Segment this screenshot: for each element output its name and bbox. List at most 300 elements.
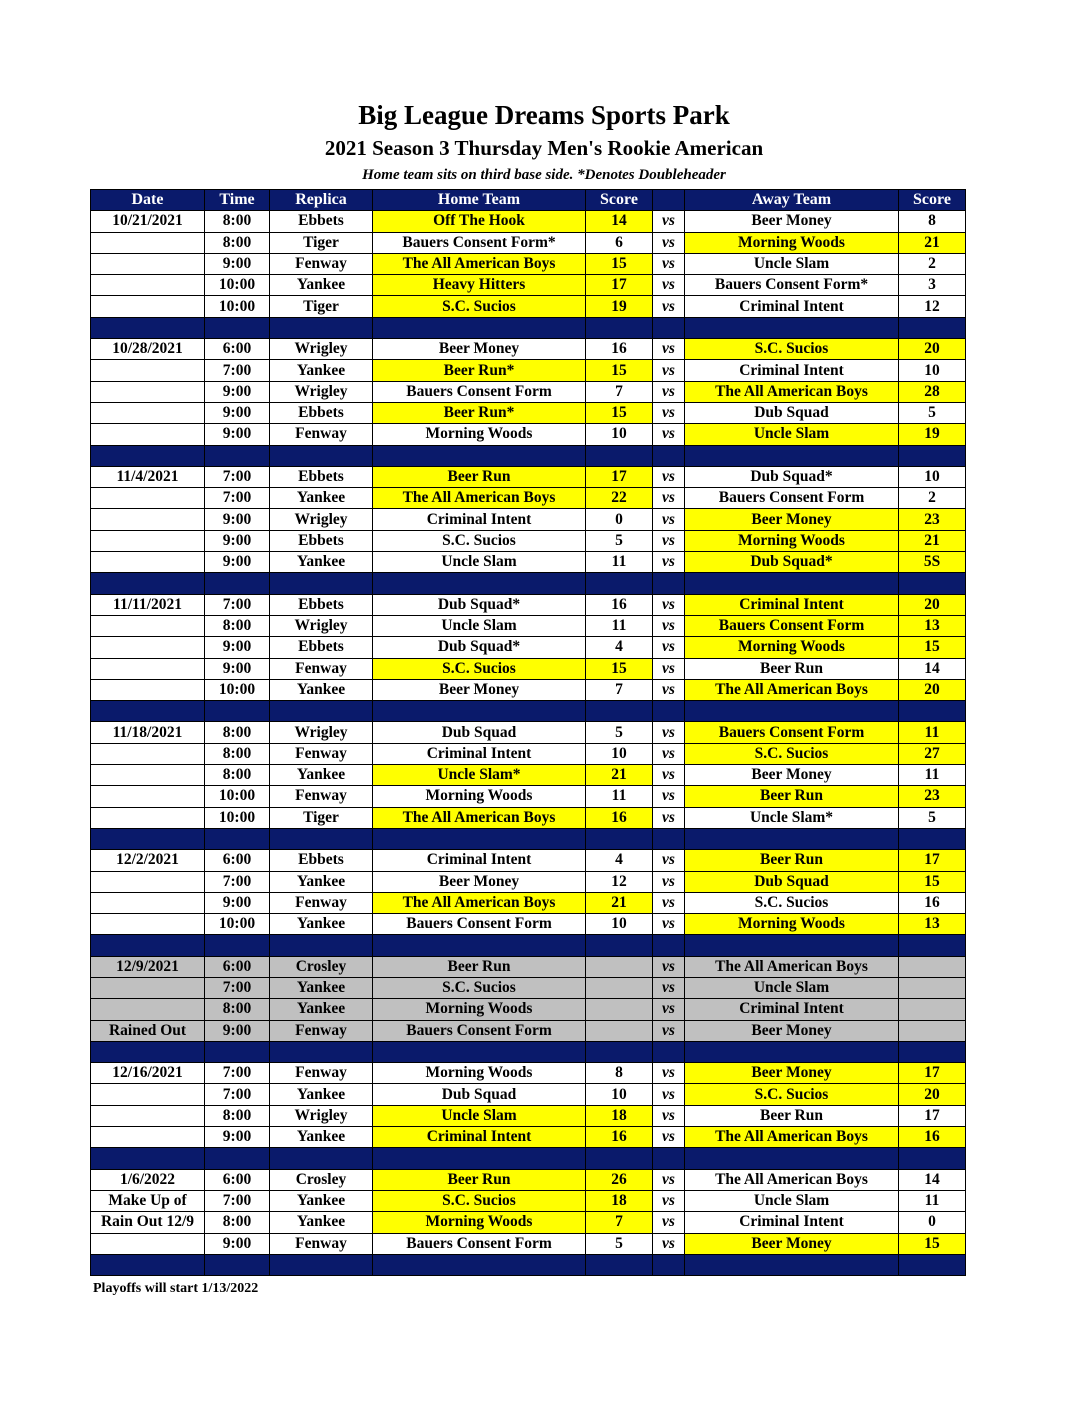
away-score-cell: 28	[899, 381, 966, 402]
separator-cell	[91, 1148, 205, 1169]
date-cell	[91, 765, 205, 786]
replica-cell: Yankee	[270, 765, 373, 786]
table-row	[91, 722, 966, 743]
table-row	[91, 275, 966, 296]
date-cell: 11/18/2021	[91, 722, 205, 743]
away-team-cell: Beer Money	[685, 1233, 899, 1254]
away-score-cell: 11	[899, 765, 966, 786]
time-cell: 9:00	[205, 892, 270, 913]
date-cell	[91, 999, 205, 1020]
table-row	[91, 381, 966, 402]
separator-cell	[586, 828, 653, 849]
date-cell: 11/4/2021	[91, 466, 205, 487]
away-team-cell: Bauers Consent Form	[685, 722, 899, 743]
home-score-cell: 21	[586, 765, 653, 786]
replica-cell: Yankee	[270, 679, 373, 700]
home-team-cell: Beer Run	[373, 956, 586, 977]
vs-cell: vs	[653, 679, 685, 700]
separator-cell	[586, 445, 653, 466]
home-score-cell: 15	[586, 253, 653, 274]
replica-cell: Fenway	[270, 892, 373, 913]
vs-cell: vs	[653, 552, 685, 573]
col-away-score-header: Score	[899, 190, 966, 211]
home-score-cell: 10	[586, 914, 653, 935]
date-cell	[91, 381, 205, 402]
table-row	[91, 1190, 966, 1211]
home-team-cell: Off The Hook	[373, 211, 586, 232]
time-cell: 9:00	[205, 1127, 270, 1148]
vs-cell: vs	[653, 637, 685, 658]
home-score-cell: 15	[586, 402, 653, 423]
home-score-cell: 11	[586, 786, 653, 807]
vs-cell: vs	[653, 850, 685, 871]
replica-cell: Wrigley	[270, 339, 373, 360]
table-row	[91, 977, 966, 998]
time-cell: 7:00	[205, 594, 270, 615]
time-cell: 7:00	[205, 1084, 270, 1105]
separator-cell	[899, 828, 966, 849]
date-cell	[91, 296, 205, 317]
col-vs-header	[653, 190, 685, 211]
replica-cell: Fenway	[270, 743, 373, 764]
time-cell: 9:00	[205, 658, 270, 679]
date-cell	[91, 786, 205, 807]
date-cell	[91, 488, 205, 509]
home-score-cell: 26	[586, 1169, 653, 1190]
date-cell	[91, 615, 205, 636]
time-cell: 10:00	[205, 275, 270, 296]
date-cell	[91, 360, 205, 381]
home-team-cell: Uncle Slam	[373, 615, 586, 636]
table-row	[91, 339, 966, 360]
home-team-cell: Beer Money	[373, 871, 586, 892]
away-score-cell: 8	[899, 211, 966, 232]
separator-cell	[270, 1254, 373, 1275]
away-team-cell: Uncle Slam	[685, 977, 899, 998]
date-cell: Make Up of	[91, 1190, 205, 1211]
separator-cell	[205, 573, 270, 594]
time-cell: 9:00	[205, 381, 270, 402]
time-cell: 10:00	[205, 914, 270, 935]
table-row	[91, 296, 966, 317]
table-row	[91, 615, 966, 636]
separator-cell	[685, 1148, 899, 1169]
separator-cell	[373, 573, 586, 594]
vs-cell: vs	[653, 466, 685, 487]
separator-cell	[685, 828, 899, 849]
separator-cell	[91, 573, 205, 594]
away-team-cell: Morning Woods	[685, 530, 899, 551]
table-row	[91, 488, 966, 509]
away-score-cell: 5	[899, 402, 966, 423]
vs-cell: vs	[653, 232, 685, 253]
away-score-cell: 23	[899, 509, 966, 530]
page-title: Big League Dreams Sports Park	[358, 100, 730, 130]
date-cell	[91, 232, 205, 253]
time-cell: 10:00	[205, 786, 270, 807]
away-score-cell: 21	[899, 232, 966, 253]
week-separator	[91, 1148, 966, 1169]
table-row	[91, 956, 966, 977]
date-cell	[91, 509, 205, 530]
away-team-cell: Beer Money	[685, 211, 899, 232]
home-team-cell: Bauers Consent Form	[373, 914, 586, 935]
home-score-cell: 4	[586, 850, 653, 871]
date-cell	[91, 892, 205, 913]
date-cell	[91, 871, 205, 892]
home-team-cell: Criminal Intent	[373, 850, 586, 871]
date-cell	[91, 275, 205, 296]
separator-cell	[653, 317, 685, 338]
replica-cell: Wrigley	[270, 615, 373, 636]
away-score-cell: 13	[899, 914, 966, 935]
away-team-cell: The All American Boys	[685, 381, 899, 402]
table-row	[91, 1212, 966, 1233]
time-cell: 9:00	[205, 1020, 270, 1041]
schedule-table	[90, 189, 966, 1276]
home-team-cell: Morning Woods	[373, 1063, 586, 1084]
home-team-cell: S.C. Sucios	[373, 530, 586, 551]
separator-cell	[373, 1041, 586, 1062]
separator-cell	[586, 1148, 653, 1169]
home-score-cell	[586, 1020, 653, 1041]
table-row	[91, 1020, 966, 1041]
replica-cell: Ebbets	[270, 637, 373, 658]
vs-cell: vs	[653, 658, 685, 679]
home-team-cell: Bauers Consent Form	[373, 381, 586, 402]
away-team-cell: S.C. Sucios	[685, 339, 899, 360]
table-row	[91, 424, 966, 445]
replica-cell: Wrigley	[270, 381, 373, 402]
away-score-cell: 17	[899, 850, 966, 871]
replica-cell: Fenway	[270, 786, 373, 807]
replica-cell: Yankee	[270, 1190, 373, 1211]
home-team-cell: Criminal Intent	[373, 1127, 586, 1148]
time-cell: 8:00	[205, 1212, 270, 1233]
away-team-cell: Criminal Intent	[685, 296, 899, 317]
home-score-cell	[586, 999, 653, 1020]
home-team-cell: Beer Run*	[373, 402, 586, 423]
date-cell	[91, 807, 205, 828]
replica-cell: Ebbets	[270, 402, 373, 423]
vs-cell: vs	[653, 360, 685, 381]
separator-cell	[653, 935, 685, 956]
vs-cell: vs	[653, 1169, 685, 1190]
home-team-cell: Beer Money	[373, 339, 586, 360]
page-subtitle: 2021 Season 3 Thursday Men's Rookie American	[324, 136, 764, 160]
vs-cell: vs	[653, 914, 685, 935]
vs-cell: vs	[653, 743, 685, 764]
table-row	[91, 360, 966, 381]
home-score-cell: 7	[586, 1212, 653, 1233]
vs-cell: vs	[653, 424, 685, 445]
home-team-cell: Morning Woods	[373, 424, 586, 445]
home-score-cell: 21	[586, 892, 653, 913]
table-row	[91, 594, 966, 615]
table-row	[91, 765, 966, 786]
away-score-cell	[899, 1020, 966, 1041]
away-score-cell: 12	[899, 296, 966, 317]
away-team-cell: Bauers Consent Form	[685, 615, 899, 636]
time-cell: 9:00	[205, 530, 270, 551]
away-score-cell: 20	[899, 1084, 966, 1105]
footer-note: Playoffs will start 1/13/2022	[93, 1281, 259, 1296]
home-team-cell: The All American Boys	[373, 892, 586, 913]
time-cell: 8:00	[205, 1105, 270, 1126]
away-team-cell: Criminal Intent	[685, 594, 899, 615]
away-score-cell: 19	[899, 424, 966, 445]
time-cell: 8:00	[205, 999, 270, 1020]
time-cell: 9:00	[205, 253, 270, 274]
separator-cell	[899, 317, 966, 338]
week-separator	[91, 828, 966, 849]
home-team-cell: Bauers Consent Form	[373, 1020, 586, 1041]
vs-cell: vs	[653, 381, 685, 402]
away-team-cell: Bauers Consent Form	[685, 488, 899, 509]
col-home-score-header: Score	[586, 190, 653, 211]
time-cell: 7:00	[205, 1063, 270, 1084]
away-team-cell: Beer Money	[685, 509, 899, 530]
week-separator	[91, 701, 966, 722]
home-score-cell: 16	[586, 807, 653, 828]
home-score-cell: 5	[586, 530, 653, 551]
date-cell	[91, 637, 205, 658]
home-team-cell: Beer Run	[373, 1169, 586, 1190]
replica-cell: Tiger	[270, 296, 373, 317]
replica-cell: Yankee	[270, 275, 373, 296]
date-cell	[91, 743, 205, 764]
time-cell: 9:00	[205, 552, 270, 573]
replica-cell: Yankee	[270, 1084, 373, 1105]
home-team-cell: Heavy Hitters	[373, 275, 586, 296]
separator-cell	[586, 317, 653, 338]
vs-cell: vs	[653, 1020, 685, 1041]
vs-cell: vs	[653, 275, 685, 296]
replica-cell: Crosley	[270, 1169, 373, 1190]
home-team-cell: Dub Squad	[373, 1084, 586, 1105]
home-team-cell: The All American Boys	[373, 807, 586, 828]
vs-cell: vs	[653, 786, 685, 807]
vs-cell: vs	[653, 892, 685, 913]
separator-cell	[373, 935, 586, 956]
replica-cell: Wrigley	[270, 509, 373, 530]
date-cell	[91, 977, 205, 998]
away-team-cell: The All American Boys	[685, 1169, 899, 1190]
week-separator	[91, 1041, 966, 1062]
table-row	[91, 637, 966, 658]
separator-cell	[205, 701, 270, 722]
col-replica-header: Replica	[270, 190, 373, 211]
away-team-cell: The All American Boys	[685, 956, 899, 977]
separator-cell	[899, 1148, 966, 1169]
away-score-cell: 20	[899, 339, 966, 360]
replica-cell: Wrigley	[270, 722, 373, 743]
away-team-cell: Dub Squad	[685, 871, 899, 892]
away-score-cell: 20	[899, 594, 966, 615]
away-score-cell: 5S	[899, 552, 966, 573]
separator-cell	[270, 828, 373, 849]
separator-cell	[91, 1254, 205, 1275]
away-score-cell: 16	[899, 1127, 966, 1148]
table-row	[91, 743, 966, 764]
replica-cell: Ebbets	[270, 466, 373, 487]
separator-cell	[205, 828, 270, 849]
replica-cell: Ebbets	[270, 211, 373, 232]
replica-cell: Fenway	[270, 1020, 373, 1041]
col-away-team-header: Away Team	[685, 190, 899, 211]
separator-cell	[270, 445, 373, 466]
away-team-cell: Beer Run	[685, 1105, 899, 1126]
vs-cell: vs	[653, 253, 685, 274]
replica-cell: Yankee	[270, 871, 373, 892]
table-row	[91, 1169, 966, 1190]
home-team-cell: Beer Money	[373, 679, 586, 700]
away-team-cell: Uncle Slam	[685, 1190, 899, 1211]
home-team-cell: Uncle Slam	[373, 1105, 586, 1126]
home-team-cell: Criminal Intent	[373, 509, 586, 530]
vs-cell: vs	[653, 1105, 685, 1126]
separator-cell	[270, 701, 373, 722]
week-separator	[91, 573, 966, 594]
away-team-cell: Dub Squad*	[685, 552, 899, 573]
separator-cell	[685, 573, 899, 594]
replica-cell: Yankee	[270, 977, 373, 998]
time-cell: 8:00	[205, 615, 270, 636]
date-cell	[91, 914, 205, 935]
vs-cell: vs	[653, 807, 685, 828]
away-team-cell: S.C. Sucios	[685, 1084, 899, 1105]
separator-cell	[91, 701, 205, 722]
separator-cell	[685, 1041, 899, 1062]
away-score-cell: 0	[899, 1212, 966, 1233]
separator-cell	[685, 935, 899, 956]
time-cell: 9:00	[205, 637, 270, 658]
home-score-cell: 11	[586, 552, 653, 573]
time-cell: 10:00	[205, 679, 270, 700]
table-row	[91, 1233, 966, 1254]
replica-cell: Ebbets	[270, 530, 373, 551]
home-team-cell: The All American Boys	[373, 253, 586, 274]
away-team-cell: Dub Squad*	[685, 466, 899, 487]
table-header-row	[91, 190, 966, 211]
date-cell	[91, 1105, 205, 1126]
separator-cell	[899, 1041, 966, 1062]
vs-cell: vs	[653, 765, 685, 786]
home-team-cell: Morning Woods	[373, 1212, 586, 1233]
date-cell	[91, 253, 205, 274]
col-time-header: Time	[205, 190, 270, 211]
away-score-cell: 11	[899, 722, 966, 743]
home-team-cell: S.C. Sucios	[373, 658, 586, 679]
away-team-cell: Criminal Intent	[685, 999, 899, 1020]
separator-cell	[205, 1254, 270, 1275]
date-cell: 10/28/2021	[91, 339, 205, 360]
separator-cell	[373, 317, 586, 338]
away-score-cell: 17	[899, 1105, 966, 1126]
replica-cell: Fenway	[270, 1233, 373, 1254]
home-team-cell: S.C. Sucios	[373, 1190, 586, 1211]
replica-cell: Ebbets	[270, 850, 373, 871]
time-cell: 8:00	[205, 765, 270, 786]
separator-cell	[586, 1041, 653, 1062]
replica-cell: Yankee	[270, 1127, 373, 1148]
separator-cell	[373, 1148, 586, 1169]
away-score-cell: 14	[899, 1169, 966, 1190]
home-score-cell: 15	[586, 658, 653, 679]
vs-cell: vs	[653, 1063, 685, 1084]
separator-cell	[685, 701, 899, 722]
home-score-cell: 16	[586, 594, 653, 615]
vs-cell: vs	[653, 999, 685, 1020]
home-score-cell: 8	[586, 1063, 653, 1084]
table-row	[91, 850, 966, 871]
date-cell	[91, 679, 205, 700]
date-cell	[91, 530, 205, 551]
replica-cell: Yankee	[270, 914, 373, 935]
home-score-cell: 12	[586, 871, 653, 892]
replica-cell: Crosley	[270, 956, 373, 977]
replica-cell: Tiger	[270, 232, 373, 253]
home-team-cell: Bauers Consent Form	[373, 1233, 586, 1254]
separator-cell	[205, 1041, 270, 1062]
home-team-cell: Dub Squad*	[373, 594, 586, 615]
table-row	[91, 914, 966, 935]
date-cell	[91, 1084, 205, 1105]
separator-cell	[91, 828, 205, 849]
table-row	[91, 232, 966, 253]
home-score-cell: 17	[586, 466, 653, 487]
away-score-cell: 15	[899, 871, 966, 892]
vs-cell: vs	[653, 296, 685, 317]
separator-cell	[653, 828, 685, 849]
date-cell: Rained Out	[91, 1020, 205, 1041]
away-score-cell: 10	[899, 466, 966, 487]
replica-cell: Yankee	[270, 1212, 373, 1233]
home-score-cell: 16	[586, 1127, 653, 1148]
vs-cell: vs	[653, 1190, 685, 1211]
time-cell: 8:00	[205, 232, 270, 253]
time-cell: 6:00	[205, 1169, 270, 1190]
date-cell: 1/6/2022	[91, 1169, 205, 1190]
replica-cell: Fenway	[270, 658, 373, 679]
replica-cell: Yankee	[270, 999, 373, 1020]
away-score-cell: 2	[899, 488, 966, 509]
away-team-cell: Dub Squad	[685, 402, 899, 423]
home-team-cell: Beer Run	[373, 466, 586, 487]
separator-cell	[899, 1254, 966, 1275]
home-team-cell: Dub Squad*	[373, 637, 586, 658]
time-cell: 10:00	[205, 807, 270, 828]
separator-cell	[373, 828, 586, 849]
home-score-cell: 0	[586, 509, 653, 530]
time-cell: 8:00	[205, 211, 270, 232]
week-separator	[91, 1254, 966, 1275]
date-cell	[91, 658, 205, 679]
away-score-cell	[899, 956, 966, 977]
table-row	[91, 253, 966, 274]
replica-cell: Yankee	[270, 488, 373, 509]
home-score-cell: 10	[586, 1084, 653, 1105]
home-score-cell: 7	[586, 679, 653, 700]
table-row	[91, 211, 966, 232]
away-score-cell: 27	[899, 743, 966, 764]
away-team-cell: Uncle Slam*	[685, 807, 899, 828]
separator-cell	[91, 1041, 205, 1062]
home-score-cell: 22	[586, 488, 653, 509]
separator-cell	[586, 573, 653, 594]
away-score-cell: 16	[899, 892, 966, 913]
time-cell: 7:00	[205, 977, 270, 998]
